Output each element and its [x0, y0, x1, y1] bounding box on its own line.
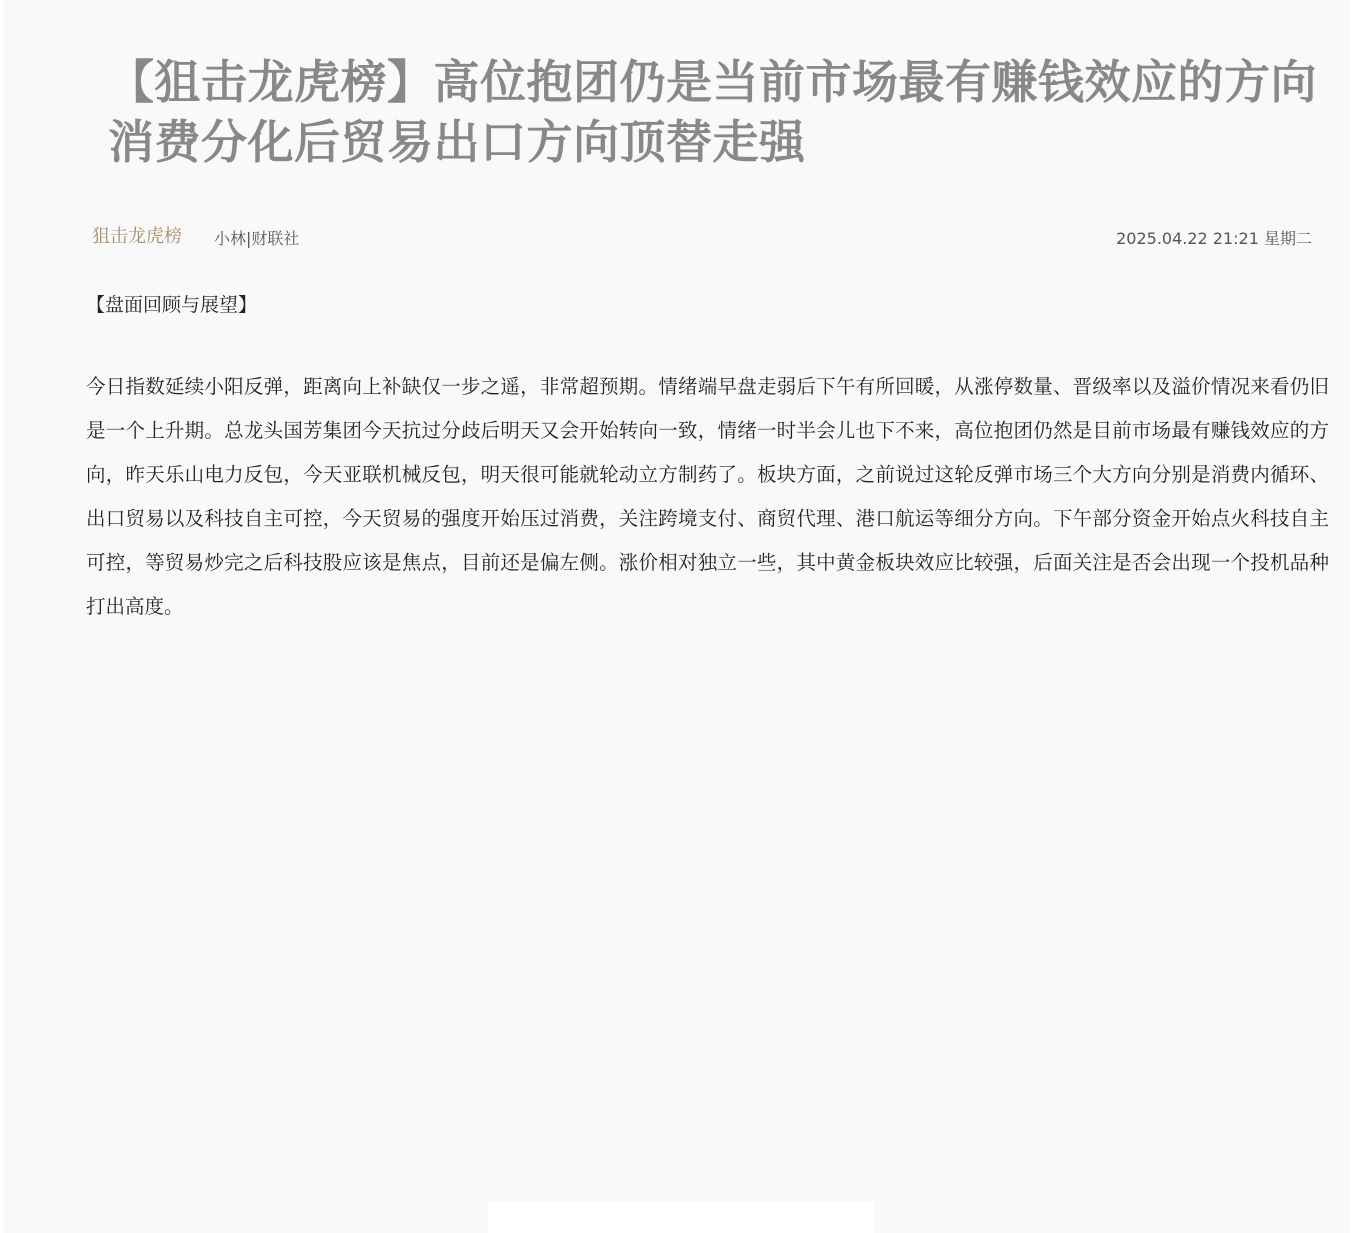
article-page — [4, 0, 1350, 1233]
article-title: 【狙击龙虎榜】高位抱团仍是当前市场最有赚钱效应的方向 消费分化后贸易出口方向顶替走强 — [108, 55, 1317, 169]
article-meta — [92, 222, 1312, 252]
article-body-paragraph: 今日指数延续小阳反弹，距离向上补缺仅一步之遥，非常超预期。情绪端早盘走弱后下午有所回暖，从涨停数量、晋级率以及溢价情况来看仍旧是一个上升期。总龙头国芳集团今天抗过分歧后明天又会开始转向一致，情绪一时半会儿也下不来，高位抱团仍然是目前市场最有赚钱效应的方向，昨天乐山电力反包，今天亚联机械反包，明天很可能就轮动立方制药了。板块方面，之前说过这轮反弹市场三个大方向分别是消费内循环、出口贸易以及科技自主可控，今天贸易的强度开始压过消费，关注跨境支付、商贸代理、港口航运等细分方向。下午部分资金开始点火科技自主可控，等贸易炒完之后科技股应该是焦点，目前还是偏左侧。涨价相对独立一些，其中黄金板块效应比较强，后面关注是否会出现一个投机品种打出高度。 — [86, 375, 1329, 618]
bottom-bar — [488, 1202, 874, 1233]
column-link[interactable]: 狙击龙虎榜 — [92, 226, 182, 247]
author-byline: 小林|财联社 — [214, 229, 300, 248]
publish-time: 2025.04.22 21:21 星期二 — [1116, 229, 1312, 248]
section-heading: 【盘面回顾与展望】 — [86, 294, 258, 316]
